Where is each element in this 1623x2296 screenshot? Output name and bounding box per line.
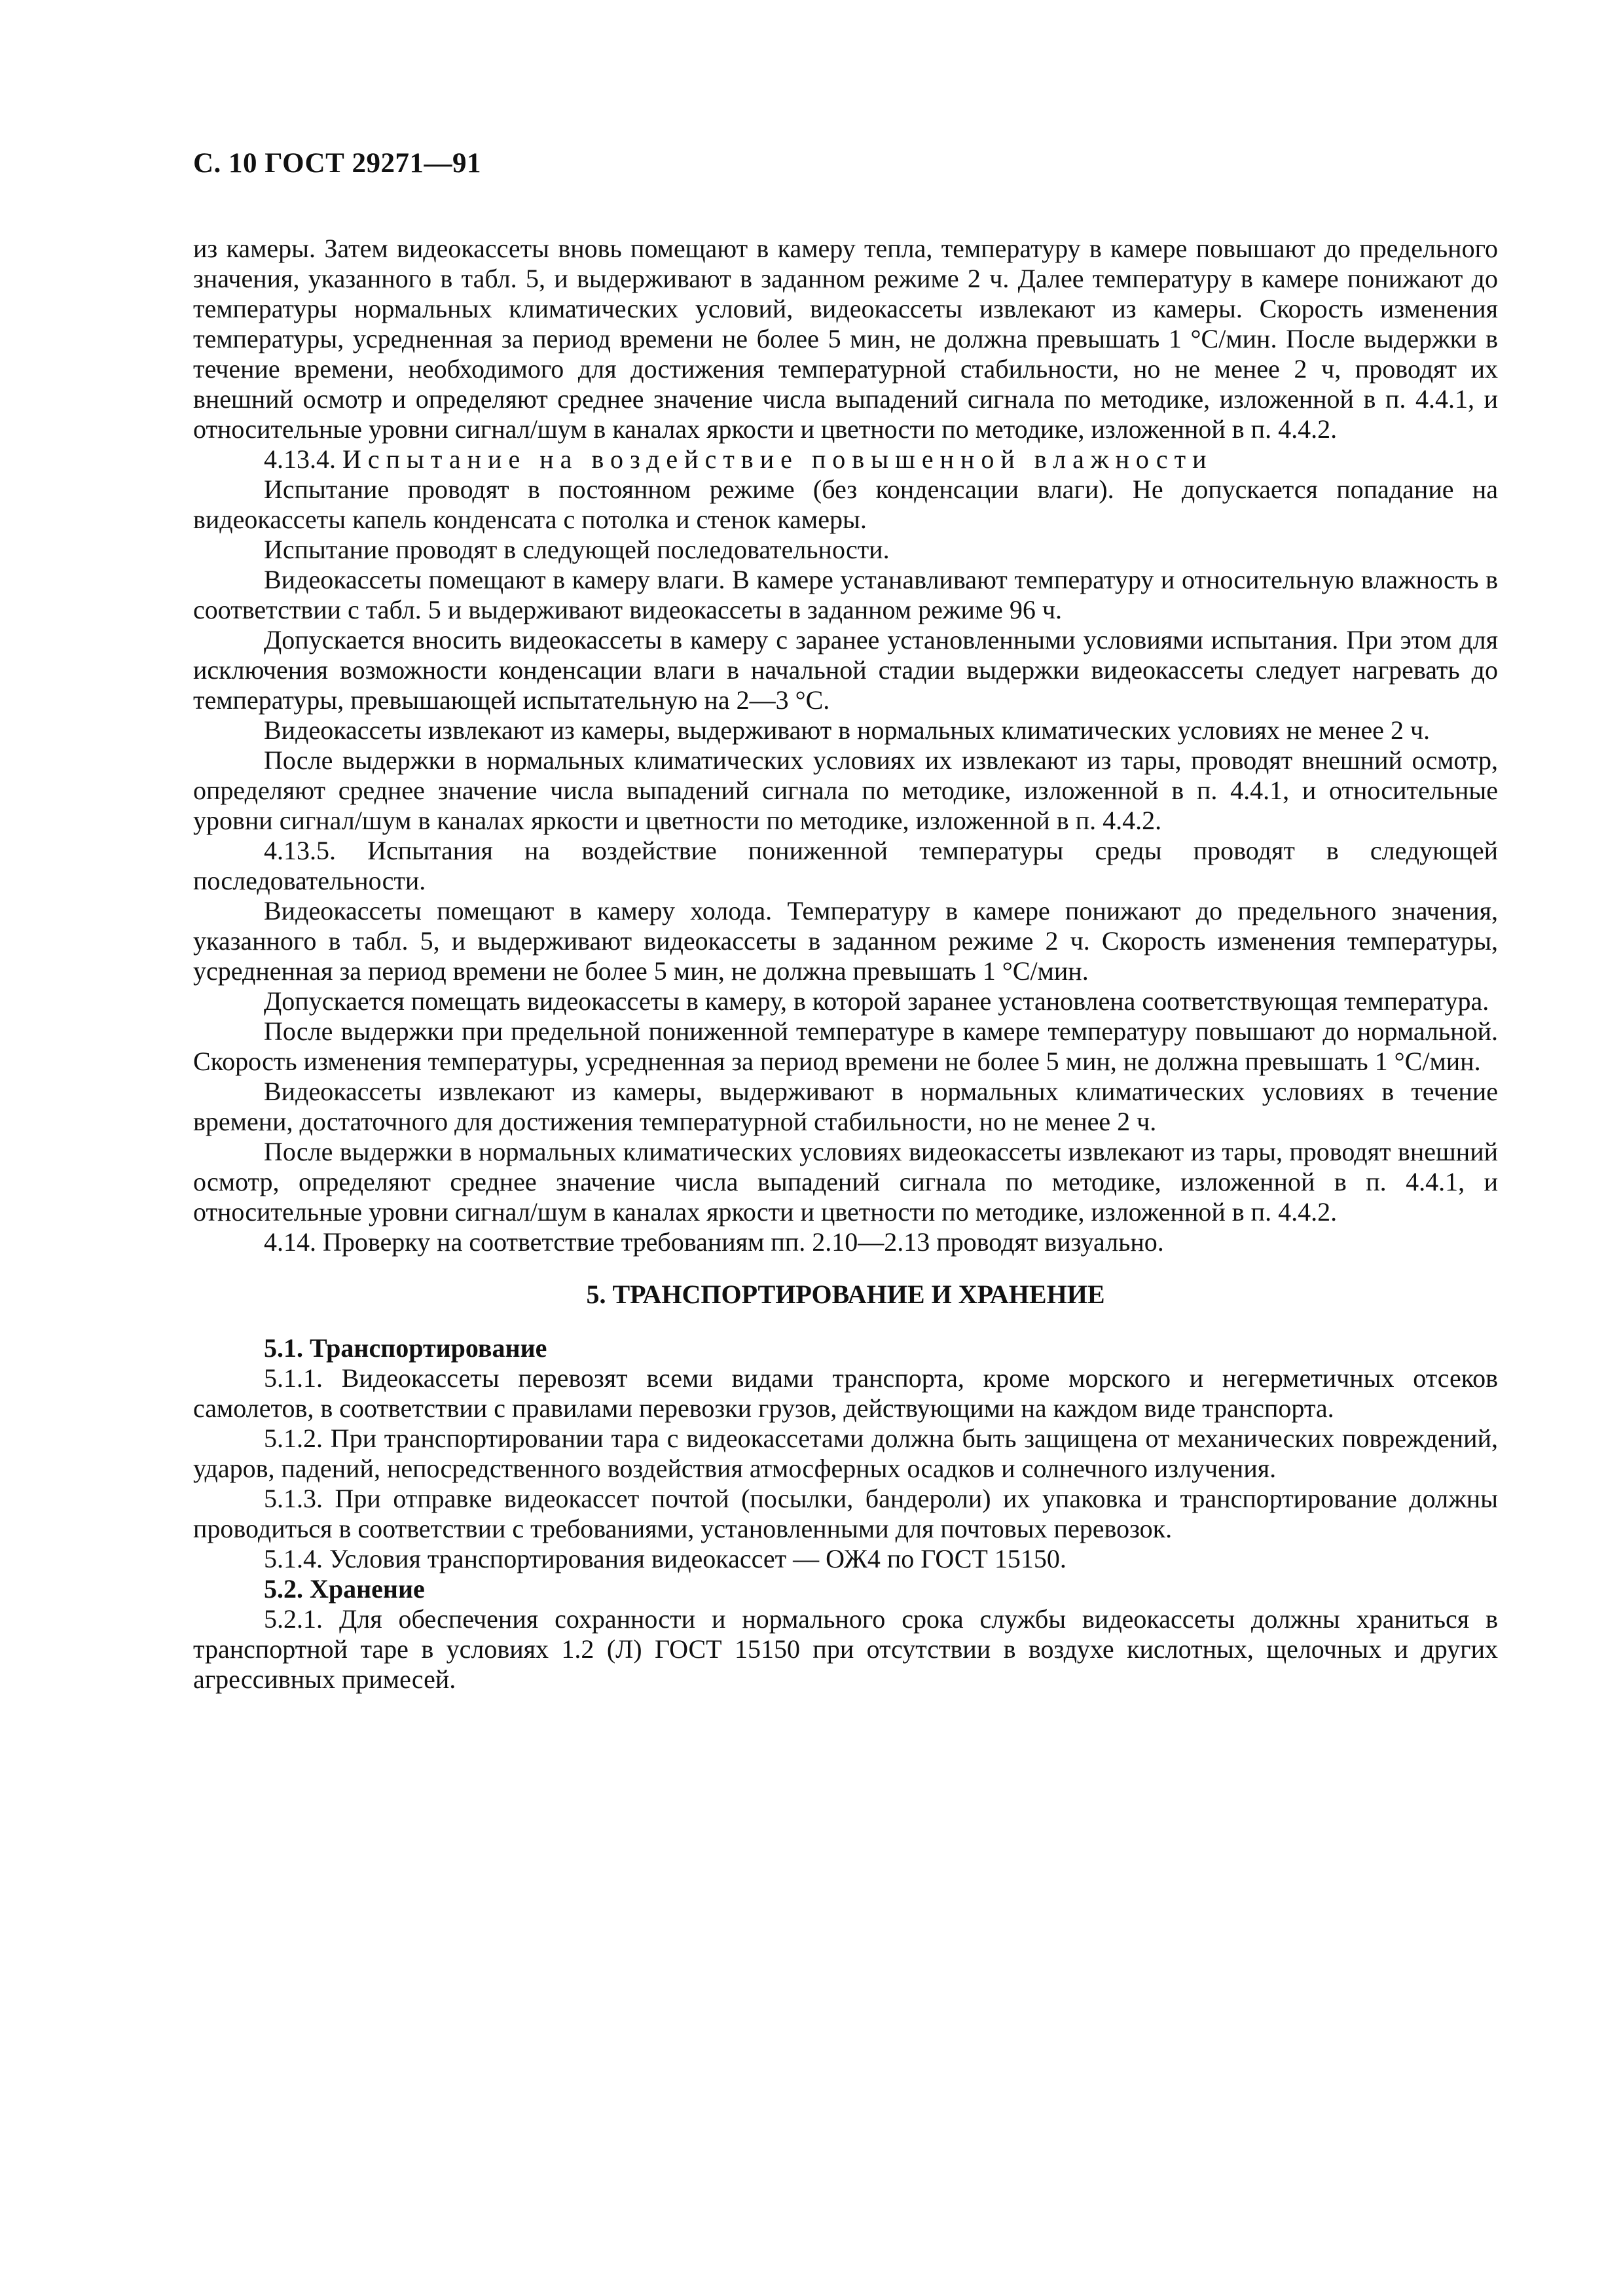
paragraph: 5.1.4. Условия транспортирования видеокассет — ОЖ4 по ГОСТ 15150. <box>264 1544 1067 1573</box>
clause-title-spaced: Испытание на воздействие повышенной влажности <box>342 444 1213 474</box>
paragraph: Испытание проводят в постоянном режиме (без конденсации влаги). Не допускается попадание на видеокассеты капель конденсата с потолка и стенок камеры. <box>193 475 1498 534</box>
paragraph: Допускается помещать видеокассеты в камеру, в которой заранее установлена соответствующая температура. <box>264 986 1489 1016</box>
paragraph: Испытание проводят в следующей последовательности. <box>264 535 890 564</box>
paragraph: 4.13.5. Испытания на воздействие пониженной температуры среды проводят в следующей последовательности. <box>193 836 1498 895</box>
paragraph: 5.2.1. Для обеспечения сохранности и нормального срока службы видеокассеты должны храниться в транспортной таре в условиях 1.2 (Л) ГОСТ 15150 при отсутствии в воздухе кислотных, щелочных и других агрессивных примесей. <box>193 1604 1498 1694</box>
paragraph: Видеокассеты помещают в камеру влаги. В камере устанавливают температуру и относительную влажность в соответствии с табл. 5 и выдерживают видеокассеты в заданном режиме 96 ч. <box>193 565 1498 624</box>
paragraph: Видеокассеты извлекают из камеры, выдерживают в нормальных климатических условиях в течение времени, достаточного для достижения температурной стабильности, но не менее 2 ч. <box>193 1077 1498 1136</box>
clause-4-13-4-heading <box>193 444 1498 475</box>
paragraph: 5.1.2. При транспортировании тара с видеокассетами должна быть защищена от механических повреждений, ударов, падений, непосредственного воздействия атмосферных осадков и солнечного излучения. <box>193 1424 1498 1483</box>
paragraph: После выдержки в нормальных климатических условиях их извлекают из тары, проводят внешний осмотр, определяют среднее значение числа выпадений сигнала по методике, изложенной в п. 4.4.1, и относительные уровни сигнал/шум в каналах яркости и цветности по методике, изложенной в п. 4.4.2. <box>193 745 1498 835</box>
document-body <box>193 234 1498 1695</box>
paragraph: 5.1.1. Видеокассеты перевозят всеми видами транспорта, кроме морского и негерметичных отсеков самолетов, в соответствии с правилами перевозки грузов, действующими на каждом виде транспорта. <box>193 1363 1498 1423</box>
page-header: С. 10 ГОСТ 29271—91 <box>193 148 482 179</box>
paragraph: из камеры. Затем видеокассеты вновь помещают в камеру тепла, температуру в камере повышают до предельного значения, указанного в табл. 5, и выдерживают в заданном режиме 2 ч. Далее температуру в камере понижают до температуры нормальных климатических условий, видеокассеты извлекают из камеры. Скорость изменения температуры, усредненная за период времени не более 5 мин, не должна превышать 1 °С/мин. После выдержки в течение времени, необходимого для достижения температурной стабильности, но не менее 2 ч, проводят их внешний осмотр и определяют среднее значение числа выпадений сигнала по методике, изложенной в п. 4.4.1, и относительные уровни сигнал/шум в каналах яркости и цветности по методике, изложенной в п. 4.4.2. <box>193 234 1498 444</box>
paragraph: Допускается вносить видеокассеты в камеру с заранее установленными условиями испытания. При этом для исключения возможности конденсации влаги в начальной стадии выдержки видеокассеты следует нагревать до температуры, превышающей испытательную на 2—3 °С. <box>193 625 1498 715</box>
paragraph: После выдержки в нормальных климатических условиях видеокассеты извлекают из тары, проводят внешний осмотр, определяют среднее значение числа выпадений сигнала по методике, изложенной в п. 4.4.1, и относительные уровни сигнал/шум в каналах яркости и цветности по методике, изложенной в п. 4.4.2. <box>193 1137 1498 1227</box>
paragraph: 4.14. Проверку на соответствие требованиям пп. 2.10—2.13 проводят визуально. <box>264 1227 1164 1257</box>
paragraph: 5.1.3. При отправке видеокассет почтой (посылки, бандероли) их упаковка и транспортирование должны проводиться в соответствии с требованиями, установленными для почтовых перевозок. <box>193 1484 1498 1543</box>
paragraph: Видеокассеты извлекают из камеры, выдерживают в нормальных климатических условиях не менее 2 ч. <box>264 715 1431 745</box>
paragraph: Видеокассеты помещают в камеру холода. Температуру в камере понижают до предельного значения, указанного в табл. 5, и выдерживают видеокассеты в заданном режиме 2 ч. Скорость изменения температуры, усредненная за период времени не более 5 мин, не должна превышать 1 °С/мин. <box>193 896 1498 986</box>
section-title: 5. ТРАНСПОРТИРОВАНИЕ И ХРАНЕНИЕ <box>586 1280 1105 1309</box>
clause-number: 4.13.4. <box>264 444 342 474</box>
paragraph: После выдержки при предельной пониженной температуре в камере температуру повышают до нормальной. Скорость изменения температуры, усредненная за период времени не более 5 мин, не должна превышать 1 °С/мин. <box>193 1016 1498 1076</box>
subsection-title-storage: 5.2. Хранение <box>264 1574 425 1604</box>
subsection-title-transport: 5.1. Транспортирование <box>264 1333 547 1363</box>
